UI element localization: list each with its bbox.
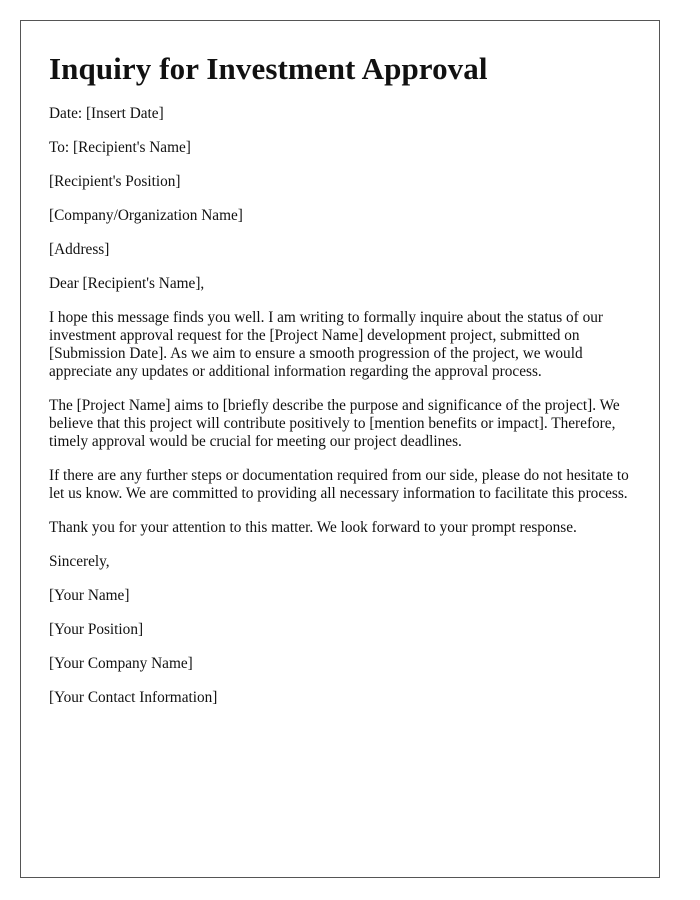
body-paragraph-intro: I hope this message finds you well. I am writing to formally inquire about the status of our investment approval request for the [Project Name] development project, submitted on [Submission Date]. As we aim to ensure a smooth progression of the project, we would appreciate any updates or additional information regarding the approval process.: [49, 309, 603, 380]
closing: Sincerely,: [49, 553, 110, 570]
sender-position: [Your Position]: [49, 621, 144, 638]
letter-title: Inquiry for Investment Approval: [49, 51, 488, 86]
body-paragraph-thanks: Thank you for your attention to this matter. We look forward to your prompt response.: [49, 519, 577, 536]
letter-page: [20, 20, 660, 878]
sender-contact: [Your Contact Information]: [49, 689, 218, 706]
company-name: [Company/Organization Name]: [49, 207, 243, 224]
recipient-name-line: To: [Recipient's Name]: [49, 139, 191, 156]
body-paragraph-project: The [Project Name] aims to [briefly describe the purpose and significance of the project]. We believe that this project will contribute positively to [mention benefits or impact]. Therefore, timely approval would be crucial for meeting our project deadlines.: [49, 397, 620, 450]
sender-company: [Your Company Name]: [49, 655, 193, 672]
sender-name: [Your Name]: [49, 587, 130, 604]
body-paragraph-steps: If there are any further steps or documentation required from our side, please do not hesitate to let us know. We are committed to providing all necessary information to facilitate this process.: [49, 467, 629, 502]
date-line: Date: [Insert Date]: [49, 105, 164, 122]
salutation: Dear [Recipient's Name],: [49, 275, 205, 292]
recipient-position: [Recipient's Position]: [49, 173, 181, 190]
address: [Address]: [49, 241, 110, 258]
